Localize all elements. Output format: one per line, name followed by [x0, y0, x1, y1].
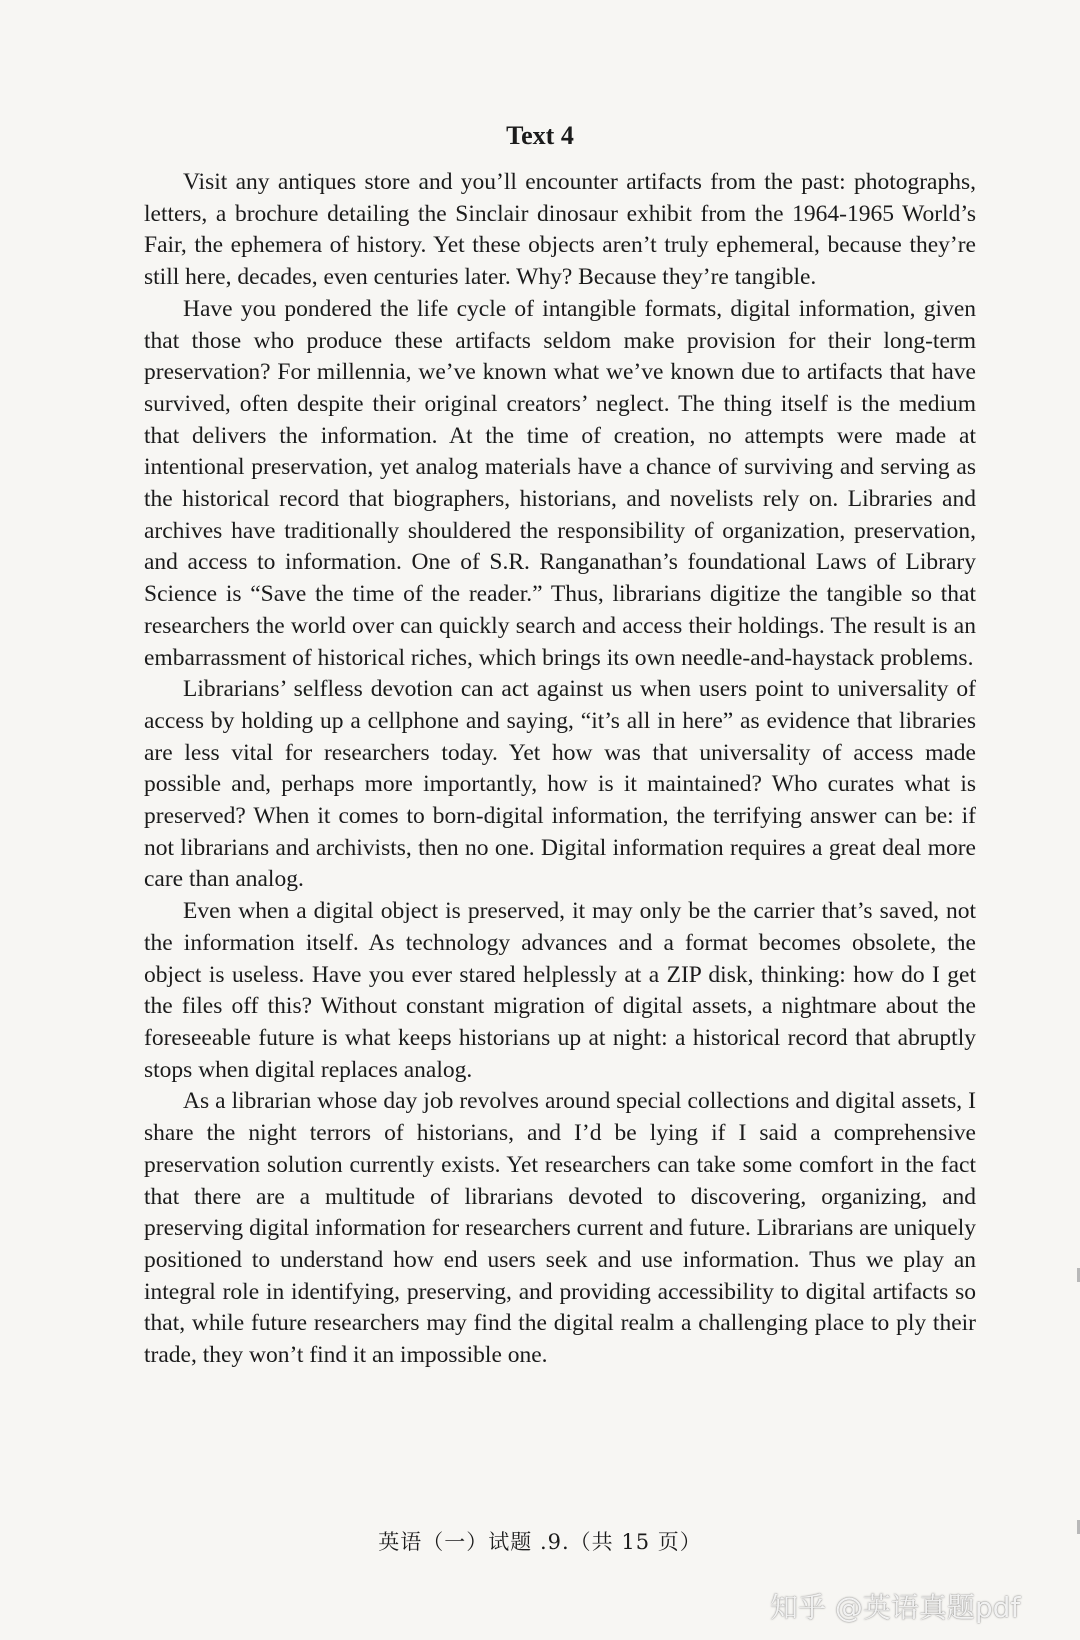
section-title: Text 4	[506, 121, 574, 150]
watermark: 知乎 @英语真题pdf	[770, 1591, 1021, 1624]
page-footer: 英语（一）试题 .9.（共 15 页）	[378, 1530, 702, 1554]
paragraph-4: Even when a digital object is preserved, it may only be the carrier that’s saved, not the information itself. As technology advances and a format becomes obsolete, the object is useless. Have you ever stared helplessly at a ZIP disk, thinking: how do I get the files off this? Without constant migration of digital assets, a nightmare about the foreseeable future is what keeps historians up at night: a historical record that abruptly stops when digital replaces analog.	[144, 898, 976, 1083]
paragraph-1: Visit any antiques store and you’ll encounter artifacts from the past: photographs, letters, a brochure detailing the Sinclair dinosaur exhibit from the 1964-1965 World’s Fair, the ephemera of history. Yet these objects aren’t truly ephemeral, because they’re still here, decades, even centuries later. Why? Because they’re tangible.	[144, 169, 976, 291]
paragraph-3: Librarians’ selfless devotion can act against us when users point to universality of access by holding up a cellphone and saying, “it’s all in here” as evidence that libraries are less vital for researchers today. Yet how was that universality of access made possible and, perhaps more importantly, how is it maintained? Who curates what is preserved? When it comes to born-digital information, the terrifying answer can be: if not librarians and archivists, then no one. Digital information requires a great deal more care than analog.	[144, 676, 976, 893]
paragraph-5: As a librarian whose day job revolves around special collections and digital assets, I share the night terrors of historians, and I’d be lying if I said a comprehensive preservation solution currently exists. Yet researchers can take some comfort in the fact that there are a multitude of librarians devoted to discovering, organizing, and preserving digital information for researchers current and future. Librarians are uniquely positioned to understand how end users seek and use information. Thus we play an integral role in identifying, preserving, and providing accessibility to digital artifacts so that, while future researchers may find the digital realm a challenging place to ply their trade, they won’t find it an impossible one.	[144, 1088, 976, 1369]
paragraph-2: Have you pondered the life cycle of intangible formats, digital information, given that those who produce these artifacts seldom make provision for their long-term preservation? For millennia, we’ve known what we’ve known due to artifacts that have survived, often despite their original creators’ neglect. The thing itself is the medium that delivers the information. At the time of creation, no attempts were made at intentional preservation, yet analog materials have a chance of surviving and serving as the historical record that biographers, historians, and novelists rely on. Libraries and archives have traditionally shouldered the responsibility of organization, preservation, and access to information. One of S.R. Ranganathan’s foundational Laws of Library Science is “Save the time of the reader.” Thus, librarians digitize the tangible so that researchers the world over can quickly search and access their holdings. The result is an embarrassment of historical riches, which brings its own needle-and-haystack problems.	[144, 295, 976, 671]
article-body	[144, 167, 976, 1372]
